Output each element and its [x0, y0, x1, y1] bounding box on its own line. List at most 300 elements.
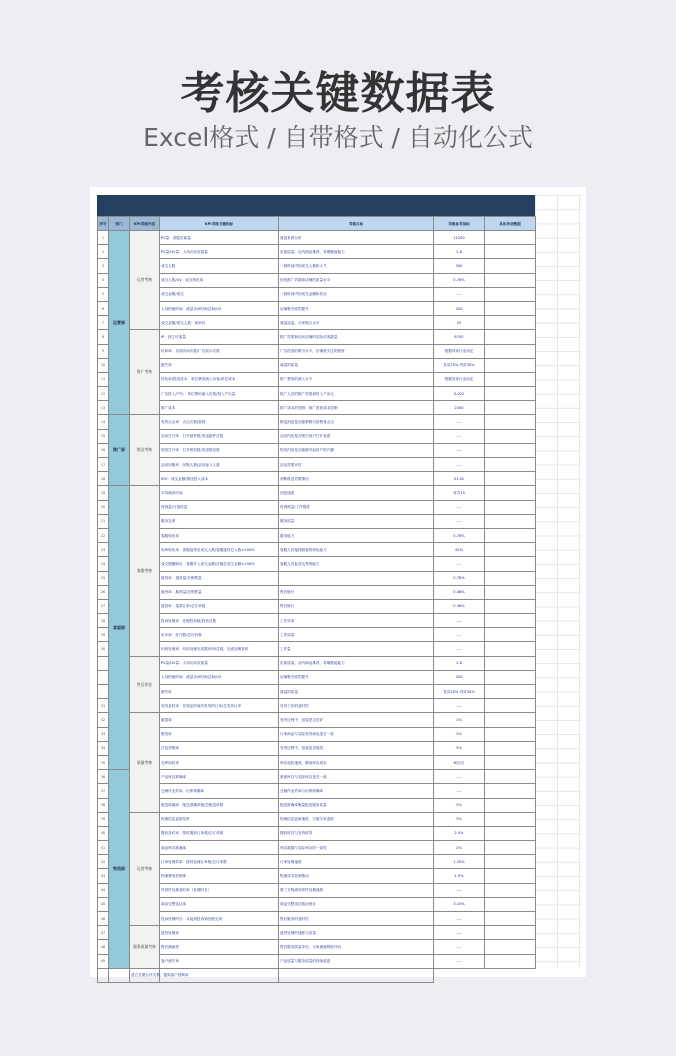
detail-cell[interactable]: [279, 968, 434, 982]
row-number[interactable]: 39: [98, 812, 109, 826]
table-row: [98, 713, 536, 727]
kpi-indicator-cell[interactable]: 商品完整送达率: [160, 897, 279, 911]
kpi-indicator-cell[interactable]: 客服转化率: [160, 528, 279, 542]
table-row: [98, 259, 536, 273]
row-number[interactable]: 1: [98, 231, 109, 245]
row-number[interactable]: 16: [98, 443, 109, 457]
reference-cell[interactable]: 11200: [434, 231, 485, 245]
col-header-kpi[interactable]: KPI考核关键指标: [160, 217, 279, 231]
reference-cell[interactable]: 300: [434, 259, 485, 273]
goal-cell[interactable]: 页面质量，店内商品推荐，导购链接能力: [279, 656, 434, 670]
kpi-indicator-cell[interactable]: 活动回购率：回购人数/活动参与人数: [160, 458, 279, 472]
row-number[interactable]: 5: [98, 287, 109, 301]
reference-cell[interactable]: ----: [434, 415, 485, 429]
detail-cell[interactable]: [485, 231, 536, 245]
table-row: [98, 883, 536, 897]
kpi-indicator-cell[interactable]: 有效点击率：点击次数/展现: [160, 415, 279, 429]
goal-cell[interactable]: 服务质量: [279, 514, 434, 528]
reference-cell[interactable]: 0.78%: [434, 273, 485, 287]
goal-cell[interactable]: 工作量: [279, 642, 434, 656]
goal-cell[interactable]: 物流信息更新速度，方便买家追踪: [279, 812, 434, 826]
kpi-indicator-cell[interactable]: 退货处理率: [160, 926, 279, 940]
row-number[interactable]: 38: [98, 798, 109, 812]
col-header-ref[interactable]: 考核参考指标: [434, 217, 485, 231]
detail-cell[interactable]: [485, 656, 536, 670]
reference-cell[interactable]: ----: [434, 770, 485, 784]
reference-cell[interactable]: 2%: [434, 798, 485, 812]
kpi-indicator-cell[interactable]: 成交金额/成交人数：客单价: [160, 316, 279, 330]
category-cell[interactable]: 质量考核: [130, 713, 160, 812]
reference-cell[interactable]: 420: [434, 301, 485, 315]
reference-cell[interactable]: 2000: [434, 401, 485, 415]
category-cell[interactable]: 运营考核: [130, 231, 160, 330]
department-cell[interactable]: 物流部: [109, 770, 130, 969]
kpi-indicator-cell[interactable]: 售后满意度: [160, 940, 279, 954]
goal-cell[interactable]: 流量的质量: [279, 358, 434, 372]
goal-cell[interactable]: 页面质量，店内商品推荐，导购链接能力: [279, 245, 434, 259]
kpi-indicator-cell[interactable]: 转化率/投放成本：单位费用流入访客/单位成本: [160, 372, 279, 386]
kpi-indicator-cell[interactable]: 商品库存准确率: [160, 841, 279, 855]
reference-cell[interactable]: 0.78%: [434, 571, 485, 585]
goal-cell[interactable]: 一段时间内的成交金额和状况: [279, 287, 434, 301]
kpi-indicator-cell[interactable]: 好评率：好评数/总评价数: [160, 628, 279, 642]
row-number[interactable]: 25: [98, 571, 109, 585]
goal-cell[interactable]: 活动内容是否吸引用户打开查看: [279, 429, 434, 443]
row-number[interactable]: 35: [98, 755, 109, 769]
goal-cell[interactable]: 发货过程中，包装是否规范: [279, 741, 434, 755]
goal-cell[interactable]: 客服人员接待顾客的转化能力: [279, 543, 434, 557]
department-cell[interactable]: 推广部: [109, 415, 130, 486]
kpi-indicator-cell[interactable]: 退货率：退货量/总销售量: [160, 571, 279, 585]
kpi-indicator-cell[interactable]: 物流信息更新及时: [160, 812, 279, 826]
detail-cell[interactable]: [485, 344, 536, 358]
kpi-indicator-cell[interactable]: 成交提醒响应：客服介入成交金额/店铺总成交金额×100%: [160, 557, 279, 571]
table-row: [98, 372, 536, 386]
row-number[interactable]: 4: [98, 273, 109, 287]
goal-cell[interactable]: 订单商品与实际发货商品是否一致: [279, 727, 434, 741]
goal-cell[interactable]: 售后统计: [279, 585, 434, 599]
department-cell[interactable]: 客服部: [109, 486, 130, 770]
kpi-indicator-cell[interactable]: 订单处理效率：按时处理订单数/总订单数: [160, 855, 279, 869]
reference-cell[interactable]: ----: [434, 458, 485, 472]
kpi-indicator-cell[interactable]: 成交金额/成交: [160, 287, 279, 301]
reference-cell[interactable]: ----: [434, 557, 485, 571]
reference-cell[interactable]: ----: [434, 912, 485, 926]
detail-cell[interactable]: [485, 869, 536, 883]
detail-cell[interactable]: [485, 940, 536, 954]
kpi-indicator-cell[interactable]: 揽收及时率：按时揽收订单数/总订单数: [160, 826, 279, 840]
category-cell[interactable]: 服务质量考核: [130, 926, 160, 969]
kpi-indicator-cell[interactable]: 人均停留时间：流量访问时间总和/UV: [160, 301, 279, 315]
reference-cell[interactable]: 1.5%: [434, 869, 485, 883]
detail-cell[interactable]: [485, 855, 536, 869]
detail-cell[interactable]: [485, 543, 536, 557]
goal-cell[interactable]: 售后服务质量评估，买家满意程度评价: [279, 940, 434, 954]
kpi-indicator-cell[interactable]: 广告投入/产出：单位费用流入访客/投入产出量: [160, 387, 279, 401]
kpi-indicator-cell[interactable]: 换货率：换货量/总销售量: [160, 585, 279, 599]
reference-cell[interactable]: ----: [434, 883, 485, 897]
col-header-goal[interactable]: 考核目标: [279, 217, 434, 231]
table-row: [98, 855, 536, 869]
row-number[interactable]: [98, 670, 109, 684]
kpi-indicator-cell[interactable]: ROI：成交金额/推送投入成本: [160, 472, 279, 486]
row-number[interactable]: 15: [98, 429, 109, 443]
row-number[interactable]: 46: [98, 912, 109, 926]
goal-cell[interactable]: 判断推送效果情况: [279, 472, 434, 486]
kpi-table: [97, 216, 536, 983]
detail-cell[interactable]: [485, 883, 536, 897]
goal-cell[interactable]: 回复速度: [279, 486, 434, 500]
goal-cell[interactable]: 一段时间内的成交人数和人气: [279, 259, 434, 273]
goal-cell[interactable]: 售后统计: [279, 599, 434, 613]
kpi-indicator-cell[interactable]: [109, 968, 130, 982]
reference-cell[interactable]: 1.20%: [434, 855, 485, 869]
row-number[interactable]: 45: [98, 897, 109, 911]
row-number[interactable]: 37: [98, 784, 109, 798]
reference-cell[interactable]: 0.48%: [434, 585, 485, 599]
detail-cell[interactable]: [485, 727, 536, 741]
goal-cell[interactable]: [279, 571, 434, 585]
row-number[interactable]: 43: [98, 869, 109, 883]
reference-cell[interactable]: 0.002: [434, 387, 485, 401]
kpi-indicator-cell[interactable]: 成交人数: [160, 259, 279, 273]
detail-cell[interactable]: [485, 670, 536, 684]
reference-cell[interactable]: 01:02: [434, 472, 485, 486]
row-number[interactable]: 8: [98, 330, 109, 344]
kpi-indicator-cell[interactable]: 产品库存准确率: [160, 770, 279, 784]
reference-cell[interactable]: ----: [434, 429, 485, 443]
table-row: [98, 301, 536, 315]
goal-cell[interactable]: 流量质量，买家购买水平: [279, 316, 434, 330]
detail-cell[interactable]: [485, 841, 536, 855]
reference-cell[interactable]: 1%: [434, 713, 485, 727]
row-number[interactable]: 17: [98, 458, 109, 472]
goal-cell[interactable]: 活动效果评估: [279, 458, 434, 472]
detail-cell[interactable]: [485, 500, 536, 514]
reference-cell[interactable]: 根据具体行业而定: [434, 372, 485, 386]
row-number[interactable]: 29: [98, 628, 109, 642]
row-number[interactable]: 44: [98, 883, 109, 897]
detail-cell[interactable]: [485, 514, 536, 528]
reference-cell[interactable]: 根据具体行业而定: [434, 344, 485, 358]
reference-cell[interactable]: 420: [434, 670, 485, 684]
reference-cell[interactable]: 2.8: [434, 245, 485, 259]
kpi-indicator-cell[interactable]: 访问率：页面访问次数/广告展示次数: [160, 344, 279, 358]
reference-cell[interactable]: 8次/月: [434, 755, 485, 769]
row-number[interactable]: 24: [98, 557, 109, 571]
detail-cell[interactable]: [485, 387, 536, 401]
goal-cell[interactable]: 推广人员的推广效果和投入产出比: [279, 387, 434, 401]
goal-cell[interactable]: 库存数据与实际库存的一致性: [279, 841, 434, 855]
reference-cell[interactable]: 42%: [434, 543, 485, 557]
row-number[interactable]: 9: [98, 344, 109, 358]
reference-cell[interactable]: 首页20% 内页30%: [434, 358, 485, 372]
goal-cell[interactable]: 系统库存与实际库存是否一致: [279, 770, 434, 784]
detail-cell[interactable]: [485, 245, 536, 259]
kpi-indicator-cell[interactable]: 咨询量/日接待量: [160, 500, 279, 514]
category-cell[interactable]: 客服考核: [130, 486, 160, 656]
goal-cell[interactable]: 商品完整送达情况统计: [279, 897, 434, 911]
kpi-indicator-cell[interactable]: 活动打开率：打开邮件数/发送邮件总数: [160, 429, 279, 443]
row-number[interactable]: 22: [98, 528, 109, 542]
spreadsheet-preview: [90, 187, 586, 977]
reference-cell[interactable]: ----: [434, 699, 485, 713]
goal-cell[interactable]: 产品质量与服务质量的持续改进: [279, 954, 434, 968]
goal-cell[interactable]: 发货过程中，包装是否完好: [279, 713, 434, 727]
goal-cell[interactable]: 揽收时效与发货时效: [279, 826, 434, 840]
row-number[interactable]: 49: [98, 954, 109, 968]
detail-cell[interactable]: [485, 599, 536, 613]
row-number[interactable]: 11: [98, 372, 109, 386]
row-number[interactable]: 19: [98, 486, 109, 500]
kpi-indicator-cell[interactable]: 物流费用控制率: [160, 869, 279, 883]
detail-cell[interactable]: [485, 926, 536, 940]
row-number[interactable]: 32: [98, 713, 109, 727]
row-number[interactable]: 42: [98, 855, 109, 869]
table-row: [98, 415, 536, 429]
row-number[interactable]: 33: [98, 727, 109, 741]
table-row: [98, 954, 536, 968]
detail-cell[interactable]: [485, 812, 536, 826]
row-number[interactable]: 31: [98, 699, 109, 713]
goal-cell[interactable]: 客服人员促成交易的能力: [279, 557, 434, 571]
goal-cell[interactable]: 退货处理的速度与质量: [279, 926, 434, 940]
kpi-indicator-cell[interactable]: 跳失率: [160, 685, 279, 699]
kpi-indicator-cell[interactable]: 投诉处理时长：从接到投诉到处理完成: [160, 912, 279, 926]
goal-cell[interactable]: 推送消息是否能够吸引消费者点击: [279, 415, 434, 429]
category-cell[interactable]: 推广考核: [130, 330, 160, 415]
row-number[interactable]: 41: [98, 841, 109, 855]
row-number[interactable]: 3: [98, 259, 109, 273]
kpi-indicator-cell[interactable]: 推广成本: [160, 401, 279, 415]
kpi-indicator-cell[interactable]: 仓库周转率: [160, 755, 279, 769]
row-number[interactable]: 6: [98, 301, 109, 315]
reference-cell[interactable]: ----: [434, 784, 485, 798]
reference-cell[interactable]: ----: [434, 628, 485, 642]
goal-cell[interactable]: 短信内容是否能够引起用户的兴趣: [279, 443, 434, 457]
category-cell[interactable]: 推送考核: [130, 415, 160, 486]
kpi-indicator-cell[interactable]: 打包差错率: [160, 741, 279, 755]
reference-cell[interactable]: 首次15: [434, 486, 485, 500]
row-number[interactable]: 26: [98, 585, 109, 599]
detail-cell[interactable]: [485, 415, 536, 429]
goal-cell[interactable]: 库存周转速度，降低库存成本: [279, 755, 434, 769]
table-banner: [97, 195, 535, 216]
goal-cell[interactable]: 售后服务的及时性: [279, 912, 434, 926]
kpi-indicator-cell[interactable]: 客户流失率: [160, 954, 279, 968]
goal-cell[interactable]: 推广效果和访问店铺的实际访客数量: [279, 330, 434, 344]
kpi-indicator-cell[interactable]: 发货及时率：在规定时间内发货的订单/总发货订单: [160, 699, 279, 713]
kpi-indicator-cell[interactable]: PV量：浏览页面量: [160, 231, 279, 245]
row-number[interactable]: 21: [98, 514, 109, 528]
detail-cell[interactable]: [485, 358, 536, 372]
goal-cell[interactable]: 配送准确率衡量配送服务质量: [279, 798, 434, 812]
department-cell[interactable]: 运营部: [109, 231, 130, 415]
row-number[interactable]: 34: [98, 741, 109, 755]
detail-cell[interactable]: [485, 699, 536, 713]
kpi-indicator-cell[interactable]: 配送准确率：配送准确单数/总配送单数: [160, 798, 279, 812]
goal-cell[interactable]: 推广成本的控制：推广投放成本控制: [279, 401, 434, 415]
table-row: [98, 344, 536, 358]
row-number[interactable]: 47: [98, 926, 109, 940]
row-number[interactable]: 40: [98, 826, 109, 840]
row-number[interactable]: 20: [98, 500, 109, 514]
detail-cell[interactable]: [485, 741, 536, 755]
detail-cell[interactable]: [485, 642, 536, 656]
row-number[interactable]: [98, 685, 109, 699]
goal-cell[interactable]: 建立长期合作关系，提高客户回购率: [130, 968, 160, 982]
goal-cell[interactable]: 广告投放的吸引水平，店铺被关注的程度: [279, 344, 434, 358]
detail-cell[interactable]: [485, 287, 536, 301]
detail-cell[interactable]: [485, 826, 536, 840]
reference-cell[interactable]: 2%: [434, 812, 485, 826]
detail-cell[interactable]: [485, 798, 536, 812]
kpi-indicator-cell[interactable]: 投诉处理率：处理投诉数/投诉总数: [160, 614, 279, 628]
detail-cell[interactable]: [485, 528, 536, 542]
col-header-content[interactable]: KPI考核内容: [130, 217, 160, 231]
goal-cell[interactable]: 服务能力: [279, 528, 434, 542]
goal-cell[interactable]: 发货工作的及时性: [279, 699, 434, 713]
goal-cell[interactable]: 店铺吸引度的提升: [279, 301, 434, 315]
kpi-indicator-cell[interactable]: 服务态度: [160, 514, 279, 528]
reference-cell[interactable]: 0.78%: [434, 528, 485, 542]
table-row: [98, 401, 536, 415]
reference-cell[interactable]: ----: [434, 500, 485, 514]
goal-cell[interactable]: 转化推广效果和店铺的质量水平: [279, 273, 434, 287]
row-number[interactable]: [98, 968, 109, 982]
kpi-indicator-cell[interactable]: 询单转化率：客服接待后成交人数/客服接待总人数×100%: [160, 543, 279, 557]
detail-cell[interactable]: [485, 685, 536, 699]
detail-cell[interactable]: [485, 443, 536, 457]
detail-cell[interactable]: [485, 330, 536, 344]
reference-cell[interactable]: 2%: [434, 727, 485, 741]
reference-cell[interactable]: ----: [434, 642, 485, 656]
kpi-indicator-cell[interactable]: 异常件处理及时率（处理时长）: [160, 883, 279, 897]
category-cell[interactable]: 运营考核: [130, 812, 160, 926]
kpi-indicator-cell[interactable]: 破损率: [160, 713, 279, 727]
reference-cell[interactable]: 2.5%: [434, 826, 485, 840]
col-header-no[interactable]: 序号: [98, 217, 109, 231]
col-header-dept[interactable]: 部门: [109, 217, 130, 231]
row-number[interactable]: [98, 656, 109, 670]
kpi-indicator-cell[interactable]: 跳失率: [160, 358, 279, 372]
goal-cell[interactable]: 订单处理速度: [279, 855, 434, 869]
table-row: [98, 500, 536, 514]
detail-cell[interactable]: [485, 954, 536, 968]
reference-cell[interactable]: 8700: [434, 330, 485, 344]
kpi-indicator-cell[interactable]: PV量/UV量：人均访问页面量: [160, 245, 279, 259]
kpi-indicator-cell[interactable]: 成交人数/UV：成交转化率: [160, 273, 279, 287]
table-row: [98, 741, 536, 755]
kpi-indicator-cell[interactable]: 平均响应时间: [160, 486, 279, 500]
detail-cell[interactable]: [485, 912, 536, 926]
detail-cell[interactable]: [485, 557, 536, 571]
goal-cell[interactable]: 咨询流量/工作强度: [279, 500, 434, 514]
reference-cell[interactable]: ----: [434, 514, 485, 528]
reference-cell[interactable]: 2.8: [434, 656, 485, 670]
detail-cell[interactable]: [485, 259, 536, 273]
reference-cell[interactable]: ----: [434, 614, 485, 628]
row-number[interactable]: 28: [98, 614, 109, 628]
kpi-indicator-cell[interactable]: 人均停留时间：流量访问时间总和/UV: [160, 670, 279, 684]
kpi-indicator-cell[interactable]: IP：独立访客量: [160, 330, 279, 344]
goal-cell[interactable]: 第三方物流异常件处理速度: [279, 883, 434, 897]
detail-cell[interactable]: [485, 458, 536, 472]
goal-cell[interactable]: 推广费用的流入水平: [279, 372, 434, 386]
kpi-indicator-cell[interactable]: 退款率：退款订单/总订单数: [160, 599, 279, 613]
row-number[interactable]: 27: [98, 599, 109, 613]
detail-cell[interactable]: [485, 316, 536, 330]
reference-cell[interactable]: ----: [434, 443, 485, 457]
row-number[interactable]: 2: [98, 245, 109, 259]
detail-cell[interactable]: [485, 273, 536, 287]
goal-cell[interactable]: 流量来源分析: [279, 231, 434, 245]
row-number[interactable]: 36: [98, 770, 109, 784]
detail-cell[interactable]: [485, 897, 536, 911]
row-number[interactable]: 23: [98, 543, 109, 557]
row-number[interactable]: 18: [98, 472, 109, 486]
detail-cell[interactable]: [485, 628, 536, 642]
goal-cell[interactable]: 物流成本控制情况: [279, 869, 434, 883]
reference-cell[interactable]: 25: [434, 316, 485, 330]
reference-cell[interactable]: ----: [434, 926, 485, 940]
row-number[interactable]: 48: [98, 940, 109, 954]
table-row: [98, 628, 536, 642]
detail-cell[interactable]: [485, 401, 536, 415]
kpi-indicator-cell[interactable]: 纠纷处理率：纠纷处理完成数/纠纷总数，完成处理及时: [160, 642, 279, 656]
category-cell[interactable]: 售后评估: [130, 656, 160, 713]
reference-cell[interactable]: 首页20% 内页30%: [434, 685, 485, 699]
detail-cell[interactable]: [485, 571, 536, 585]
reference-cell[interactable]: 0.38%: [434, 599, 485, 613]
goal-cell[interactable]: 流量的质量: [279, 685, 434, 699]
detail-cell[interactable]: [485, 614, 536, 628]
detail-cell[interactable]: [485, 713, 536, 727]
kpi-indicator-cell[interactable]: PV量/UV量：人均访问页面量: [160, 656, 279, 670]
detail-cell[interactable]: [485, 429, 536, 443]
reference-cell[interactable]: ----: [434, 954, 485, 968]
col-header-detail[interactable]: 具体各项数据: [485, 217, 536, 231]
goal-cell[interactable]: 工作质量: [279, 628, 434, 642]
detail-cell[interactable]: [485, 486, 536, 500]
detail-cell[interactable]: [485, 301, 536, 315]
reference-cell[interactable]: 2%: [434, 841, 485, 855]
goal-cell[interactable]: 工作效率: [279, 614, 434, 628]
kpi-indicator-cell[interactable]: 短信打开率：打开短信数/发送短信数: [160, 443, 279, 457]
reference-cell[interactable]: ----: [434, 287, 485, 301]
detail-cell[interactable]: [485, 372, 536, 386]
detail-cell[interactable]: [485, 770, 536, 784]
goal-cell[interactable]: 仓储作业效率与出库准确率: [279, 784, 434, 798]
row-number[interactable]: 12: [98, 387, 109, 401]
detail-cell[interactable]: [485, 784, 536, 798]
reference-cell[interactable]: ----: [434, 940, 485, 954]
row-number[interactable]: 14: [98, 415, 109, 429]
row-number[interactable]: 13: [98, 401, 109, 415]
detail-cell[interactable]: [485, 755, 536, 769]
row-number[interactable]: 10: [98, 358, 109, 372]
row-number[interactable]: 30: [98, 642, 109, 656]
kpi-indicator-cell[interactable]: 错发率: [160, 727, 279, 741]
kpi-indicator-cell[interactable]: 仓储作业效率，出库准确率: [160, 784, 279, 798]
detail-cell[interactable]: [485, 472, 536, 486]
reference-cell[interactable]: 5%: [434, 741, 485, 755]
goal-cell[interactable]: 店铺吸引度的提升: [279, 670, 434, 684]
row-number[interactable]: 7: [98, 316, 109, 330]
detail-cell[interactable]: [485, 585, 536, 599]
empty-grid-columns: [535, 195, 581, 969]
reference-cell[interactable]: 3.10%: [434, 897, 485, 911]
